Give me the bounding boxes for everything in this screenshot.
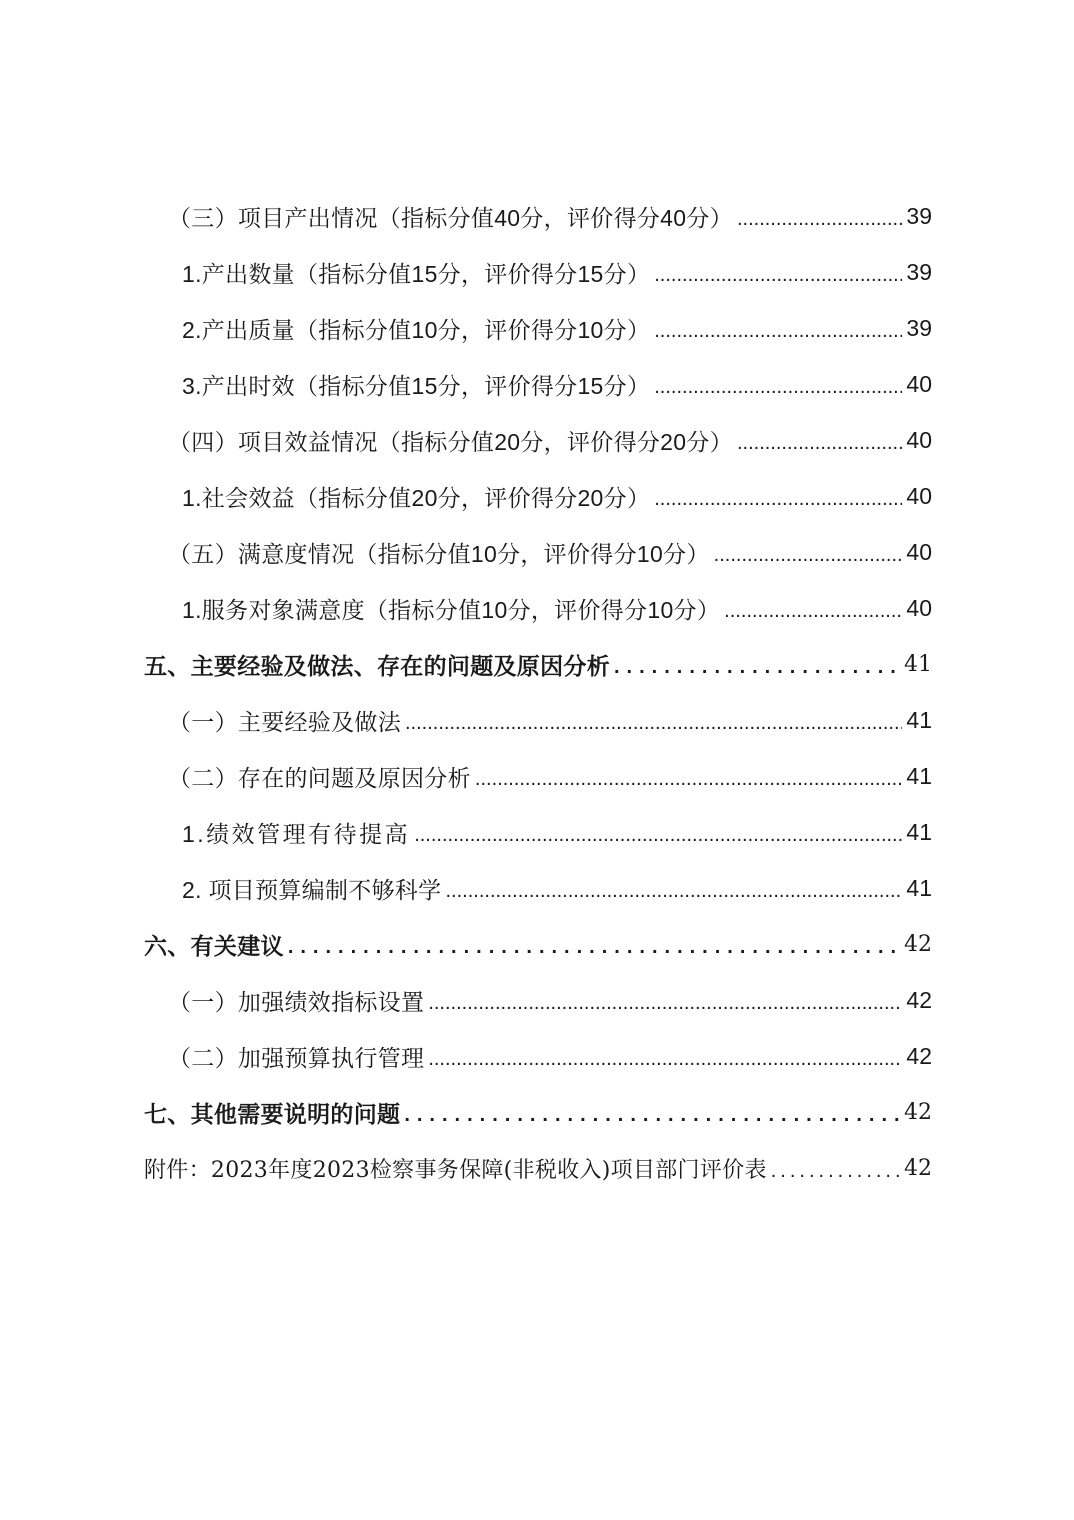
toc-leader-dots	[428, 1048, 902, 1081]
toc-entry[interactable]	[168, 975, 932, 1025]
toc-entry[interactable]	[144, 1087, 932, 1137]
toc-page-number: 41	[906, 706, 932, 733]
toc-entry[interactable]	[144, 1143, 932, 1193]
toc-entry-title: （四）项目效益情况（指标分值20分，评价得分20分）	[168, 428, 733, 455]
toc-entry[interactable]	[182, 247, 932, 297]
toc-page-number: 39	[906, 314, 932, 341]
toc-leader-dots	[428, 992, 902, 1025]
toc-page-number: 39	[906, 258, 932, 285]
toc-page-number: 40	[906, 482, 932, 509]
toc-leader-dots	[445, 880, 902, 913]
toc-entry-title: 2. 项目预算编制不够科学	[182, 876, 442, 903]
toc-entry-title: （三）项目产出情况（指标分值40分，评价得分40分）	[168, 204, 733, 231]
toc-entry[interactable]	[182, 359, 932, 409]
toc-entry-title: 1.产出数量（指标分值15分，评价得分15分）	[182, 260, 651, 287]
toc-leader-dots	[654, 488, 902, 521]
toc-entry-title: 1.服务对象满意度（指标分值10分，评价得分10分）	[182, 596, 721, 623]
toc-entry[interactable]	[144, 639, 932, 689]
toc-page-number: 42	[904, 1155, 932, 1181]
toc-entry[interactable]	[168, 415, 932, 465]
toc-leader-dots	[654, 320, 902, 353]
toc-entry-title: （一）加强绩效指标设置	[168, 988, 425, 1015]
toc-page-number: 40	[906, 370, 932, 397]
toc-entry[interactable]	[168, 695, 932, 745]
toc-entry-title: 五、主要经验及做法、存在的问题及原因分析	[144, 653, 610, 680]
toc-entry[interactable]	[182, 863, 932, 913]
toc-page-number: 40	[906, 426, 932, 453]
toc-page-number: 42	[906, 986, 932, 1013]
toc-leader-dots	[654, 376, 902, 409]
toc-leader-dots	[737, 432, 902, 465]
toc-leader-dots	[288, 936, 900, 969]
toc-entry[interactable]	[182, 471, 932, 521]
toc-entry-title: 3.产出时效（指标分值15分，评价得分15分）	[182, 372, 651, 399]
toc-leader-dots	[404, 1104, 900, 1137]
toc-page-number: 42	[904, 931, 932, 957]
toc-leader-dots	[654, 264, 902, 297]
toc-leader-dots	[414, 824, 902, 857]
toc-leader-dots	[737, 208, 902, 241]
toc-entry[interactable]	[182, 807, 932, 857]
toc-entry-title: （二）存在的问题及原因分析	[168, 764, 471, 791]
toc-entry-title: 2.产出质量（指标分值10分，评价得分10分）	[182, 316, 651, 343]
toc-entry-title: 七、其他需要说明的问题	[144, 1101, 401, 1128]
toc-leader-dots	[405, 712, 902, 745]
toc-leader-dots	[724, 600, 902, 633]
toc-page-number: 41	[906, 874, 932, 901]
toc-page-number: 42	[906, 1042, 932, 1069]
toc-page-number: 40	[906, 538, 932, 565]
toc-page-number: 39	[906, 202, 932, 229]
toc-entry-title: 附件：2023年度2023检察事务保障(非税收入)项目部门评价表	[144, 1157, 767, 1183]
toc-page-number: 42	[904, 1099, 932, 1125]
toc-entry[interactable]	[168, 1031, 932, 1081]
toc-page-number: 41	[906, 762, 932, 789]
toc-entry[interactable]	[144, 919, 932, 969]
toc-entry[interactable]	[168, 751, 932, 801]
toc-entry[interactable]	[168, 527, 932, 577]
toc-page-number: 41	[906, 818, 932, 845]
toc-entry-title: （二）加强预算执行管理	[168, 1044, 425, 1071]
toc-entry[interactable]	[168, 191, 932, 241]
toc-entry-title: （五）满意度情况（指标分值10分，评价得分10分）	[168, 540, 710, 567]
toc-leader-dots	[714, 544, 903, 577]
toc-leader-dots	[614, 656, 900, 689]
toc-entry[interactable]	[182, 583, 932, 633]
toc-entry-title: 1.绩效管理有待提高	[182, 820, 411, 847]
toc-leader-dots	[771, 1160, 900, 1193]
toc-leader-dots	[475, 768, 903, 801]
toc-entry-title: （一）主要经验及做法	[168, 708, 401, 735]
toc-entry-title: 1.社会效益（指标分值20分，评价得分20分）	[182, 484, 651, 511]
toc-page-number: 40	[906, 594, 932, 621]
toc-page-number: 41	[904, 651, 932, 677]
toc-entry[interactable]	[182, 303, 932, 353]
toc-entry-title: 六、有关建议	[144, 933, 284, 960]
